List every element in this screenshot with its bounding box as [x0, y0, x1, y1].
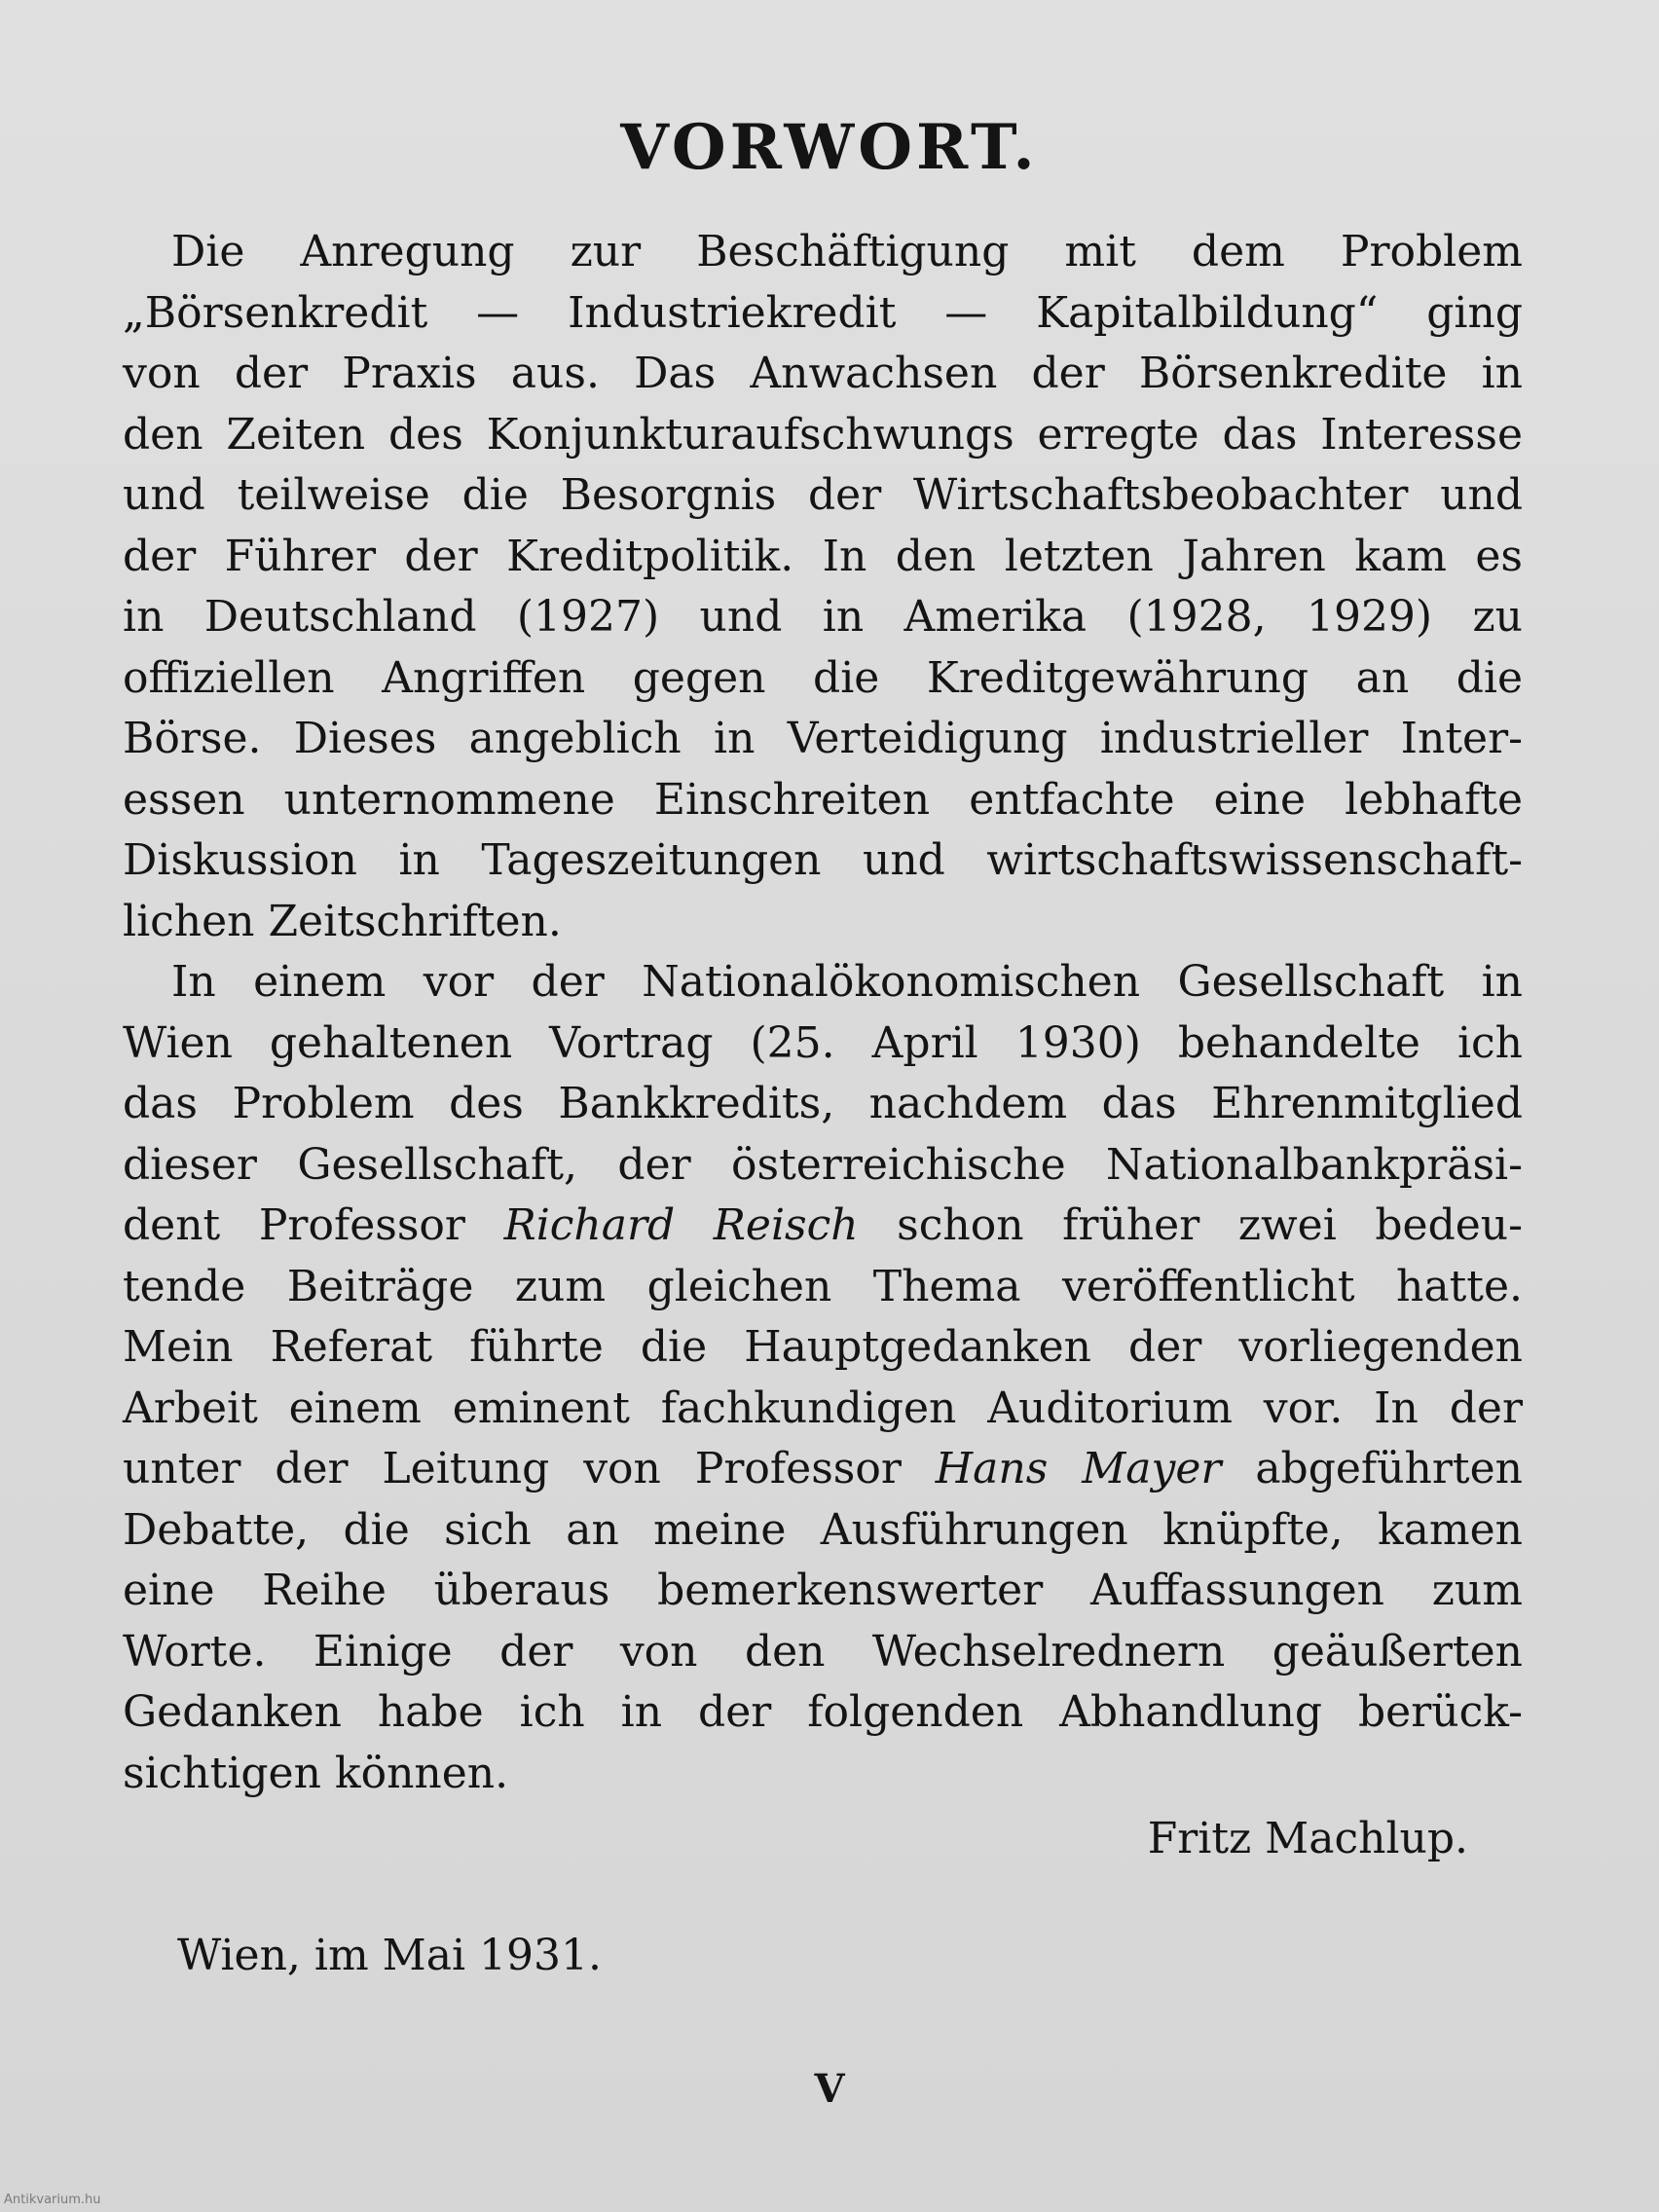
text-line: Debatte, die sich an meine Ausführungen knüpfte, kamen [123, 1504, 1523, 1555]
preface-body [123, 222, 1523, 1804]
text-line: Arbeit einem eminent fachkundigen Auditorium vor. In der [123, 1382, 1523, 1433]
text-line: und teilweise die Besorgnis der Wirtschaftsbeobachter und [123, 470, 1523, 520]
text-segment: abgeführten [1221, 1444, 1523, 1493]
text-line: offiziellen Angriffen gegen die Kreditgewährung an die [123, 652, 1523, 703]
text-line: von der Praxis aus. Das Anwachsen der Börsenkredite in [123, 349, 1523, 398]
text-line: In einem vor der Nationalökonomischen Gesellschaft in [171, 957, 1523, 1007]
text-line: lichen Zeitschriften. [123, 896, 562, 946]
text-line-with-name [123, 1196, 1523, 1257]
text-line: „Börsenkredit — Industriekredit — Kapitalbildung“ ging [123, 287, 1523, 338]
text-line: den Zeiten des Konjunkturaufschwungs erregte das Interesse [123, 409, 1523, 460]
paragraph-1 [123, 222, 1523, 952]
paragraph-2 [123, 952, 1523, 1804]
text-line: Die Anregung zur Beschäftigung mit dem Problem [171, 227, 1523, 276]
text-line: Gedanken habe ich in der folgenden Abhandlung berück- [123, 1687, 1523, 1737]
text-line: sichtigen können. [123, 1748, 509, 1798]
text-segment: dent Professor [123, 1200, 504, 1250]
page-number: V [814, 2066, 845, 2112]
text-line: das Problem des Bankkredits, nachdem das Ehrenmitglied [123, 1079, 1523, 1128]
text-line: eine Reihe überaus bemerkenswerter Auffassungen zum [123, 1566, 1523, 1615]
watermark: Antikvarium.hu [4, 2193, 101, 2207]
text-segment: schon früher zwei bedeu- [858, 1200, 1523, 1250]
text-line: tende Beiträge zum gleichen Thema veröffentlicht hatte. [123, 1261, 1523, 1311]
person-name-reisch: Richard Reisch [503, 1200, 859, 1250]
page-title: VORWORT. [620, 111, 1039, 184]
text-line: dieser Gesellschaft, der österreichische Nationalbankpräsi- [123, 1139, 1523, 1190]
text-line-with-name [123, 1439, 1523, 1500]
text-line: Worte. Einige der von den Wechselrednern geäußerten [123, 1626, 1523, 1677]
text-segment: unter der Leitung von Professor [123, 1444, 936, 1493]
text-line: Mein Referat führte die Hauptgedanken der vorliegenden [123, 1322, 1523, 1372]
text-line: der Führer der Kreditpolitik. In den letzten Jahren kam es [123, 531, 1523, 581]
text-line: Börse. Dieses angeblich in Verteidigung industrieller Inter- [123, 714, 1523, 763]
person-name-mayer: Hans Mayer [935, 1444, 1222, 1493]
text-line: Wien gehaltenen Vortrag (25. April 1930) behandelte ich [123, 1017, 1523, 1068]
text-line: essen unternommene Einschreiten entfachte eine lebhafte [123, 774, 1523, 825]
text-line: in Deutschland (1927) und in Amerika (1928, 1929) zu [123, 592, 1523, 642]
text-line: Diskussion in Tageszeitungen und wirtschaftswissenschaft- [123, 835, 1523, 885]
author-signature: Fritz Machlup. [1147, 1814, 1468, 1863]
place-and-date: Wien, im Mai 1931. [177, 1931, 602, 1980]
